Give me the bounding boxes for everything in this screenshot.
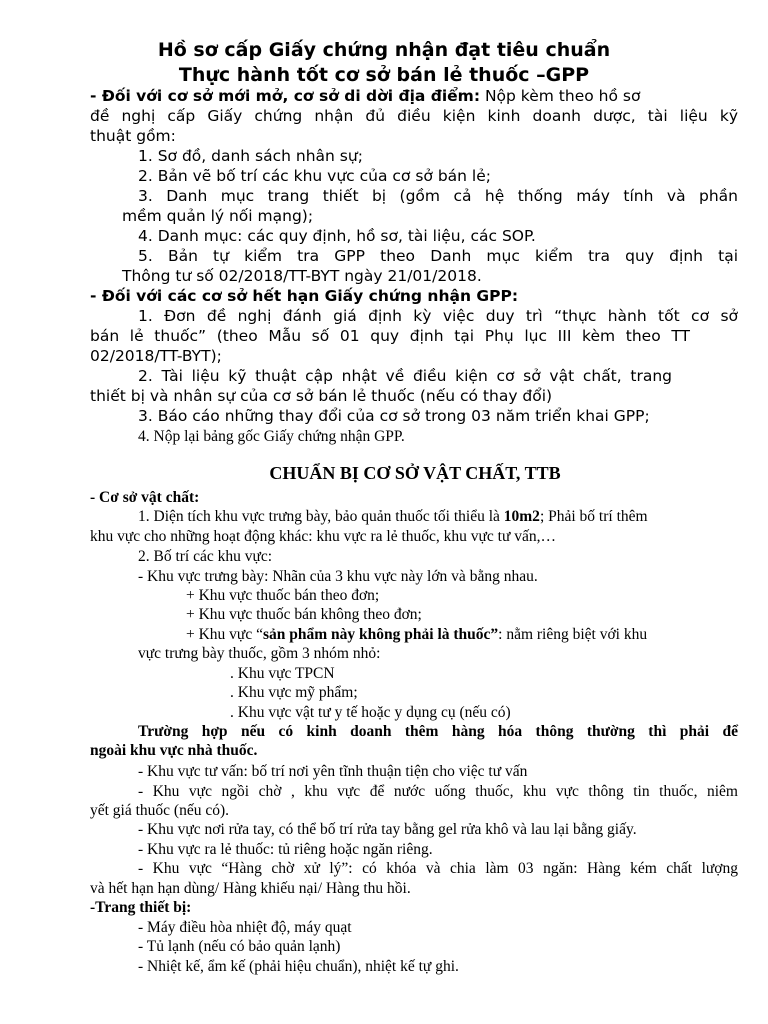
section-new-item-3-line-1: 3. Danh mục trang thiết bị (gồm cả hệ thống máy tính và phần bbox=[138, 187, 738, 205]
display-area-prescription: + Khu vực thuốc bán theo đơn; bbox=[186, 587, 380, 604]
section-expired-item-1-line-2: bán lẻ thuốc” (theo Mẫu số 01 quy định tại Phụ lục III kèm theo TT bbox=[90, 327, 690, 345]
note-line-2: ngoài khu vực nhà thuốc. bbox=[90, 742, 258, 759]
handwash-area: - Khu vực nơi rửa tay, có thể bố trí rửa tay bằng gel rửa khô và lau lại bằng giấy. bbox=[138, 821, 637, 838]
display-area-otc: + Khu vực thuốc bán không theo đơn; bbox=[186, 606, 422, 623]
waiting-area-line-2: yết giá thuốc (nếu có). bbox=[90, 802, 230, 819]
section-new-intro bbox=[90, 87, 738, 106]
section-new-intro-line-2: đề nghị cấp Giấy chứng nhận đủ điều kiện kinh doanh dược, tài liệu kỹ bbox=[90, 107, 738, 125]
facility-heading: - Cơ sở vật chất: bbox=[90, 489, 200, 506]
subgroup-medical-supplies: . Khu vực vật tư y tế hoặc y dụng cụ (nếu có) bbox=[230, 704, 511, 721]
facility-item-1-line-2: khu vực cho những hoạt động khác: khu vực ra lẻ thuốc, khu vực tư vấn,… bbox=[90, 528, 556, 545]
facility-min-area: 10m2 bbox=[503, 508, 540, 525]
section-new-item-2: 2. Bản vẽ bố trí các khu vực của cơ sở bán lẻ; bbox=[138, 167, 491, 185]
display-area-non-drug-c: : nằm riêng biệt với khu bbox=[498, 626, 648, 643]
section-expired-item-1-line-1: 1. Đơn đề nghị đánh giá định kỳ việc duy trì “thực hành tốt cơ sở bbox=[138, 307, 738, 325]
section-expired-item-4: 4. Nộp lại bảng gốc Giấy chứng nhận GPP. bbox=[138, 428, 405, 445]
section-new-heading: - Đối với cơ sở mới mở, cơ sở di dời địa điểm: bbox=[90, 87, 481, 105]
section-expired-item-2-line-1: 2. Tài liệu kỹ thuật cập nhật về điều kiện cơ sở vật chất, trang bbox=[138, 367, 672, 385]
facility-item-1-line-1 bbox=[138, 507, 738, 526]
pending-area-line-2: và hết hạn hạn dùng/ Hàng khiếu nại/ Hàng thu hồi. bbox=[90, 880, 411, 897]
display-area-non-drug-b: sản phẩm này không phải là thuốc” bbox=[262, 626, 499, 643]
note-line-1: Trường hợp nếu có kinh doanh thêm hàng hóa thông thường thì phải để bbox=[138, 723, 738, 740]
facility-item-1-text-c: ; Phải bố trí thêm bbox=[539, 508, 648, 525]
equipment-heading: -Trang thiết bị: bbox=[90, 899, 192, 916]
section-new-item-1: 1. Sơ đồ, danh sách nhân sự; bbox=[138, 147, 363, 165]
document-title-line-2: Thực hành tốt cơ sở bán lẻ thuốc –GPP bbox=[178, 64, 590, 86]
facility-item-2: 2. Bố trí các khu vực: bbox=[138, 548, 273, 565]
equipment-thermometer: - Nhiệt kế, ẩm kế (phải hiệu chuẩn), nhiệt kế tự ghi. bbox=[138, 958, 459, 975]
equipment-fridge: - Tủ lạnh (nếu có bảo quản lạnh) bbox=[138, 938, 341, 955]
display-area-non-drug-a: + Khu vực “ bbox=[186, 626, 263, 643]
document-title-line-1: Hồ sơ cấp Giấy chứng nhận đạt tiêu chuẩn bbox=[157, 39, 611, 61]
display-area-non-drug bbox=[186, 625, 647, 644]
section-new-item-5-line-2: Thông tư số 02/2018/TT-BYT ngày 21/01/2018. bbox=[122, 267, 482, 285]
subgroup-cosmetics: . Khu vực mỹ phẩm; bbox=[230, 684, 358, 701]
prep-heading: CHUẨN BỊ CƠ SỞ VẬT CHẤT, TTB bbox=[269, 463, 561, 483]
section-new-intro-text: Nộp kèm theo hồ sơ bbox=[480, 87, 641, 105]
pending-area-line-1: - Khu vực “Hàng chờ xử lý”: có khóa và chia làm 03 ngăn: Hàng kém chất lượng bbox=[138, 860, 738, 877]
section-expired-heading: - Đối với các cơ sở hết hạn Giấy chứng nhận GPP: bbox=[90, 287, 519, 305]
equipment-ac-fan: - Máy điều hòa nhiệt độ, máy quạt bbox=[138, 919, 352, 936]
section-expired-item-1-line-3: 02/2018/TT-BYT); bbox=[90, 347, 222, 365]
facility-item-1-text-a: 1. Diện tích khu vực trưng bày, bảo quản thuốc tối thiểu là bbox=[138, 508, 504, 525]
section-new-intro-line-3: thuật gồm: bbox=[90, 127, 176, 145]
waiting-area-line-1: - Khu vực ngồi chờ , khu vực để nước uống thuốc, khu vực thông tin thuốc, niêm bbox=[138, 783, 738, 800]
consult-area: - Khu vực tư vấn: bố trí nơi yên tĩnh thuận tiện cho việc tư vấn bbox=[138, 763, 528, 780]
display-area-non-drug-line-2: vực trưng bày thuốc, gồm 3 nhóm nhỏ: bbox=[138, 645, 381, 662]
section-expired-item-3: 3. Báo cáo những thay đổi của cơ sở trong 03 năm triển khai GPP; bbox=[138, 407, 650, 425]
section-expired-item-2-line-2: thiết bị và nhân sự của cơ sở bán lẻ thuốc (nếu có thay đổi) bbox=[90, 387, 553, 405]
section-new-item-3-line-2: mềm quản lý nối mạng); bbox=[122, 207, 314, 225]
display-area: - Khu vực trưng bày: Nhãn của 3 khu vực này lớn và bằng nhau. bbox=[138, 568, 538, 585]
dispensing-area: - Khu vực ra lẻ thuốc: tủ riêng hoặc ngăn riêng. bbox=[138, 841, 433, 858]
section-new-item-4: 4. Danh mục: các quy định, hồ sơ, tài liệu, các SOP. bbox=[138, 227, 536, 245]
subgroup-tpcn: . Khu vực TPCN bbox=[230, 665, 335, 682]
section-new-item-5-line-1: 5. Bản tự kiểm tra GPP theo Danh mục kiểm tra quy định tại bbox=[138, 247, 738, 265]
